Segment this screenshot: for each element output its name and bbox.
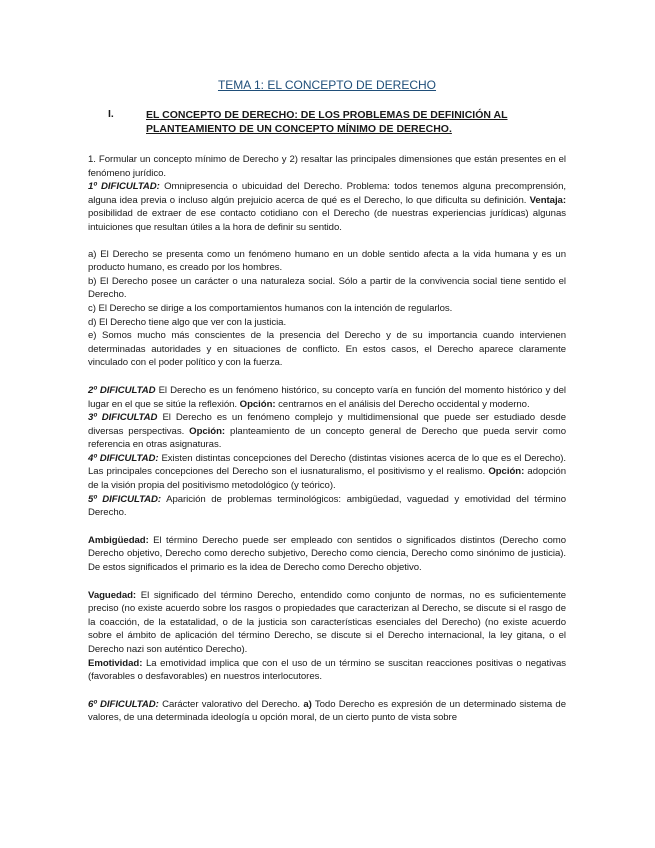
difficulty-6-text: Carácter valorativo del Derecho. [158, 698, 304, 710]
difficulty-4-text: Existen distintas concepciones del Derecho (distintas visiones acerca de lo que es el Derecho). Las principales concepciones del Derecho son el iusnaturalismo, el positivismo y el realismo. [88, 452, 566, 478]
document-page [88, 70, 566, 725]
advantage-label: Ventaja: [529, 194, 566, 206]
difficulty-1-paragraph [88, 180, 566, 234]
section-number: I. [108, 108, 114, 120]
option-2-text: centrarnos en el análisis del Derecho occidental y moderno. [275, 398, 530, 410]
difficulty-3-label: 3º DIFICULTAD [88, 412, 158, 424]
point-b: b) El Derecho posee un carácter o una naturaleza social. Sólo a partir de la convivencia social tiene sentido el Derecho. [88, 275, 566, 301]
ambiguity-paragraph [88, 534, 566, 575]
ambiguity-text: El término Derecho puede ser empleado con sentidos o significados distintos (Derecho como Derecho objetivo, Derecho como derecho subjetivo, Derecho como ciencia, Derecho como sinónimo de justicia). De estos significados el primario es la idea de Derecho como Derecho objetivo. [88, 534, 566, 574]
point-c: c) El Derecho se dirige a los comportamientos humanos con la intención de regularlos. [88, 302, 453, 314]
advantage-text: posibilidad de extraer de ese contacto cotidiano con el Derecho (de nuestras experiencias jurídicas) algunas intuiciones que resultan útiles a la hora de definir su sentido. [88, 208, 566, 233]
difficulty-6-label: 6º DIFICULTAD: [88, 698, 159, 710]
point-a: a) El Derecho se presenta como un fenómeno humano en un doble sentido afecta a la vida humana y es un producto humano, es creado por los hombres. [88, 248, 566, 274]
section-heading [88, 108, 566, 136]
difficulty-5-text: Aparición de problemas terminológicos: ambigüedad, vaguedad y emotividad del término Derecho. [88, 493, 566, 519]
emotivity-paragraph [88, 657, 566, 684]
difficulty-2-text: El Derecho es un fenómeno histórico, su concepto varía en función del momento histórico y del lugar en el que se sitúe la reflexión. [88, 384, 567, 410]
emotivity-text: La emotividad implica que con el uso de un término se suscitan reacciones positivas o negativas (favorables o desfavorables) en nuestros interlocutores. [88, 657, 566, 683]
difficulty-2-paragraph [88, 384, 566, 411]
option-4-text: adopción de la visión propia del positivismo metodológico (y teórico). [88, 466, 566, 492]
difficulty-3-paragraph [88, 411, 566, 452]
emotivity-label: Emotividad: [88, 657, 143, 669]
difficulty-3-text: El Derecho es un fenómeno complejo y multidimensional que puede ser estudiado desde diversas perspectivas. [88, 412, 566, 437]
difficulty-2-label: 2º DIFICULTAD [88, 384, 156, 396]
vagueness-text: El significado del término Derecho, entendido como conjunto de normas, no es suficientemente preciso (no existe acuerdo sobre los rasgos o propiedades que caracterizan al Derecho, se discute si el rasgo de la coacción, de la estatalidad, o de la justicia son características esenciales del Derecho) (no existe acuerdo sobre el ámbito de aplicación del término Derecho, se discute si el Derecho internacional, la ley gitana, o el Derecho nazi son auténtico Derecho). [88, 589, 566, 655]
vagueness-label: Vaguedad: [88, 589, 137, 601]
difficulty-6-text-2: Todo Derecho es expresión de un determinado sistema de valores, de una determinada ideología u opción moral, de un cierto punto de vista sobre [88, 698, 566, 724]
vagueness-paragraph [88, 589, 566, 657]
difficulty-1-label: 1º DIFICULTAD: [88, 181, 160, 193]
difficulty-4-label: 4º DIFICULTAD: [88, 452, 159, 464]
page-title: TEMA 1: EL CONCEPTO DE DERECHO [217, 78, 437, 92]
section-title: EL CONCEPTO DE DERECHO: DE LOS PROBLEMAS DE DEFINICIÓN AL PLANTEAMIENTO DE UN CONCEPTO MÍNIMO DE DERECHO. [146, 109, 508, 135]
difficulty-6-paragraph [88, 698, 566, 725]
intro-paragraph: 1. Formular un concepto mínimo de Derecho y 2) resaltar las principales dimensiones que están presentes en el fenómeno jurídico. [88, 154, 566, 179]
difficulty-5-paragraph [88, 493, 566, 520]
option-3-text: planteamiento de un concepto general de Derecho que pueda servir como referencia en otras asignaturas. [88, 425, 566, 451]
difficulty-5-label: 5º DIFICULTAD: [88, 493, 162, 505]
point-d: d) El Derecho tiene algo que ver con la justicia. [88, 316, 287, 328]
difficulty-1-text: Omnipresencia o ubicuidad del Derecho. Problema: todos tenemos alguna precomprensión, alguna idea previa o incluso algún prejuicio acerca de qué es el Derecho, lo que dificulta su definición. [88, 181, 566, 206]
option-3-label: Opción: [189, 425, 226, 437]
option-2-label: Opción: [239, 398, 276, 410]
option-4-label: Opción: [488, 466, 525, 478]
point-a-label: a) [303, 698, 312, 710]
ambiguity-label: Ambigüedad: [88, 534, 149, 546]
difficulty-4-paragraph [88, 452, 566, 493]
point-e: e) Somos mucho más conscientes de la presencia del Derecho y de su importancia cuando intervienen determinadas autoridades y en situaciones de conflicto. En estos casos, el Derecho aparece claramente vinculado con el poder político y con la fuerza. [88, 330, 566, 369]
